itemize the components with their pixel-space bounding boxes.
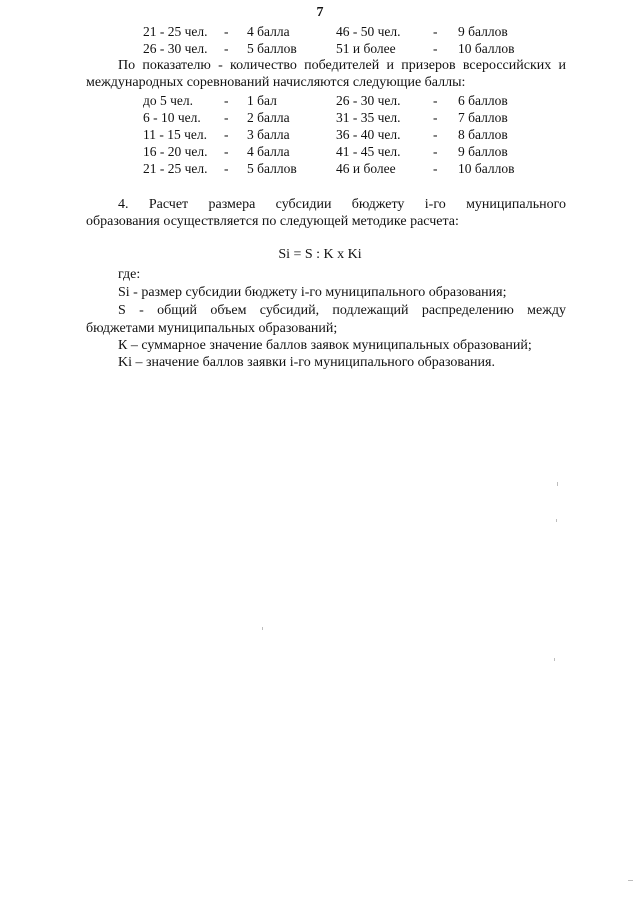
formula: Si = S : K x Ki xyxy=(278,247,362,262)
score-row xyxy=(0,23,640,40)
paragraph-winners-line2: международных соревнований начисляются следующие баллы: xyxy=(86,75,466,90)
dash: - xyxy=(433,93,438,108)
range-right: 36 - 40 чел. xyxy=(336,127,401,142)
dash: - xyxy=(433,24,438,39)
score-row xyxy=(0,143,640,160)
range-left: 11 - 15 чел. xyxy=(143,127,208,142)
where-label: где: xyxy=(118,267,141,282)
scan-speck xyxy=(554,658,555,661)
paragraph-winners-line1: По показателю - количество победителей и призеров всероссийских и xyxy=(118,58,566,73)
dash: - xyxy=(224,110,229,125)
range-left: до 5 чел. xyxy=(143,93,194,108)
points-right: 9 баллов xyxy=(458,24,508,39)
points-right: 7 баллов xyxy=(458,110,508,125)
points-right: 6 баллов xyxy=(458,93,508,108)
definition-k: К – суммарное значение баллов заявок муниципальных образований; xyxy=(118,338,532,353)
scan-speck xyxy=(262,627,263,630)
scan-speck xyxy=(557,482,558,486)
score-row xyxy=(0,40,640,57)
range-left: 16 - 20 чел. xyxy=(143,144,208,159)
section4-line1: 4. Расчет размера субсидии бюджету i-го муниципального xyxy=(118,197,566,212)
dash: - xyxy=(433,41,438,56)
definition-si: Si - размер субсидии бюджету i-го муниципального образования; xyxy=(118,285,507,300)
definition-ki: Ki – значение баллов заявки i-го муниципального образования. xyxy=(118,355,495,370)
points-right: 10 баллов xyxy=(458,41,515,56)
range-right: 46 - 50 чел. xyxy=(336,24,401,39)
dash: - xyxy=(224,127,229,142)
dash: - xyxy=(224,93,229,108)
range-right: 51 и более xyxy=(336,41,396,56)
score-row xyxy=(0,126,640,143)
dash: - xyxy=(433,127,438,142)
scan-speck xyxy=(628,880,633,881)
page-number: 7 xyxy=(316,5,324,20)
section4-line2: образования осуществляется по следующей методике расчета: xyxy=(86,214,459,229)
score-row xyxy=(0,92,640,109)
dash: - xyxy=(224,24,229,39)
score-row xyxy=(0,109,640,126)
points-right: 9 баллов xyxy=(458,144,508,159)
score-row xyxy=(0,160,640,177)
range-right: 41 - 45 чел. xyxy=(336,144,401,159)
dash: - xyxy=(433,110,438,125)
range-left: 26 - 30 чел. xyxy=(143,41,208,56)
scan-speck xyxy=(556,519,557,522)
points-left: 4 балла xyxy=(247,24,290,39)
dash: - xyxy=(224,144,229,159)
points-left: 5 баллов xyxy=(247,41,297,56)
points-left: 3 балла xyxy=(247,127,290,142)
points-left: 2 балла xyxy=(247,110,290,125)
points-left: 5 баллов xyxy=(247,161,297,176)
definition-s-line2: бюджетами муниципальных образований; xyxy=(86,321,338,336)
points-right: 8 баллов xyxy=(458,127,508,142)
range-left: 21 - 25 чел. xyxy=(143,24,208,39)
points-left: 1 бал xyxy=(247,93,277,108)
dash: - xyxy=(224,41,229,56)
range-right: 26 - 30 чел. xyxy=(336,93,401,108)
range-left: 6 - 10 чел. xyxy=(143,110,201,125)
dash: - xyxy=(224,161,229,176)
points-right: 10 баллов xyxy=(458,161,515,176)
range-right: 46 и более xyxy=(336,161,396,176)
range-left: 21 - 25 чел. xyxy=(143,161,208,176)
points-left: 4 балла xyxy=(247,144,290,159)
dash: - xyxy=(433,144,438,159)
definition-s-line1: S - общий объем субсидий, подлежащий распределению между xyxy=(118,303,566,318)
range-right: 31 - 35 чел. xyxy=(336,110,401,125)
dash: - xyxy=(433,161,438,176)
